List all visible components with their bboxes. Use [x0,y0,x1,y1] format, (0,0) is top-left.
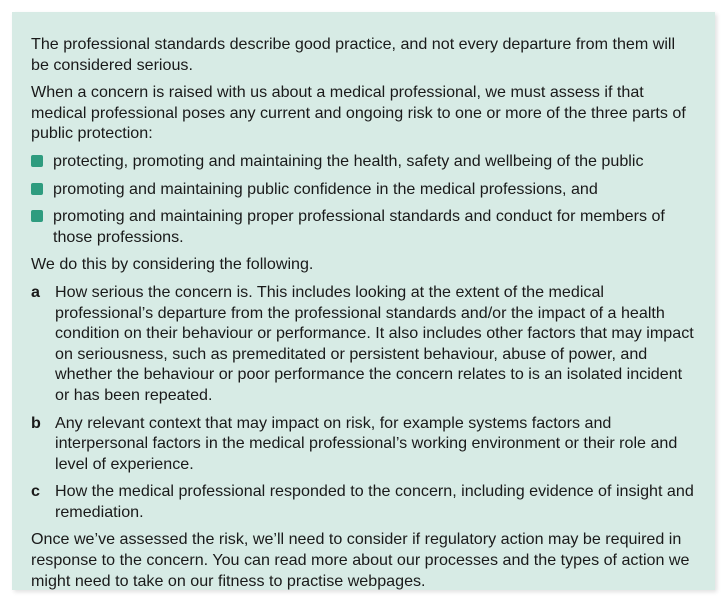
public-protection-list [31,151,697,247]
square-bullet-icon [31,210,43,222]
considering-paragraph: We do this by considering the following. [31,255,314,274]
item-text: How serious the concern is. This includes looking at the extent of the medical professional’s departure from the professional standards and/or the impact of a health condition on their behaviour or performance. It also includes other factors that may impact on seriousness, such as premeditated or persistent behaviour, abuse of power, and whether the behaviour or poor performance the concern relates to is an isolated incident or has been repeated. [55,282,694,404]
list-item [31,151,697,172]
square-bullet-icon [31,155,43,167]
item-letter: b [31,413,41,432]
list-item [31,413,697,475]
list-item [31,282,697,406]
list-item [31,206,697,247]
item-text: Any relevant context that may impact on risk, for example systems factors and interpersonal factors in the medical professional’s working environment or their role and level of experience. [55,413,678,473]
intro-paragraph: The professional standards describe good practice, and not every departure from them will be considered serious. [31,35,676,74]
square-bullet-icon [31,183,43,195]
list-item [31,179,697,200]
info-panel [12,12,715,590]
assessment-paragraph: When a concern is raised with us about a medical professional, we must assess if that medical professional poses any current and ongoing risk to one or more of the three parts of public protection: [31,83,686,143]
list-item-text: protecting, promoting and maintaining the health, safety and wellbeing of the public [53,151,644,170]
list-item [31,481,697,522]
considerations-list [31,282,697,523]
list-item-text: promoting and maintaining proper professional standards and conduct for members of those professions. [53,207,665,246]
item-text: How the medical professional responded to the concern, including evidence of insight and remediation. [55,482,694,521]
list-item-text: promoting and maintaining public confidence in the medical professions, and [53,179,598,198]
item-letter: a [31,282,40,301]
closing-paragraph: Once we’ve assessed the risk, we’ll need to consider if regulatory action may be required in response to the concern. You can read more about our processes and the types of action we might need to take on our fitness to practise webpages. [31,530,690,590]
item-letter: c [31,482,40,501]
